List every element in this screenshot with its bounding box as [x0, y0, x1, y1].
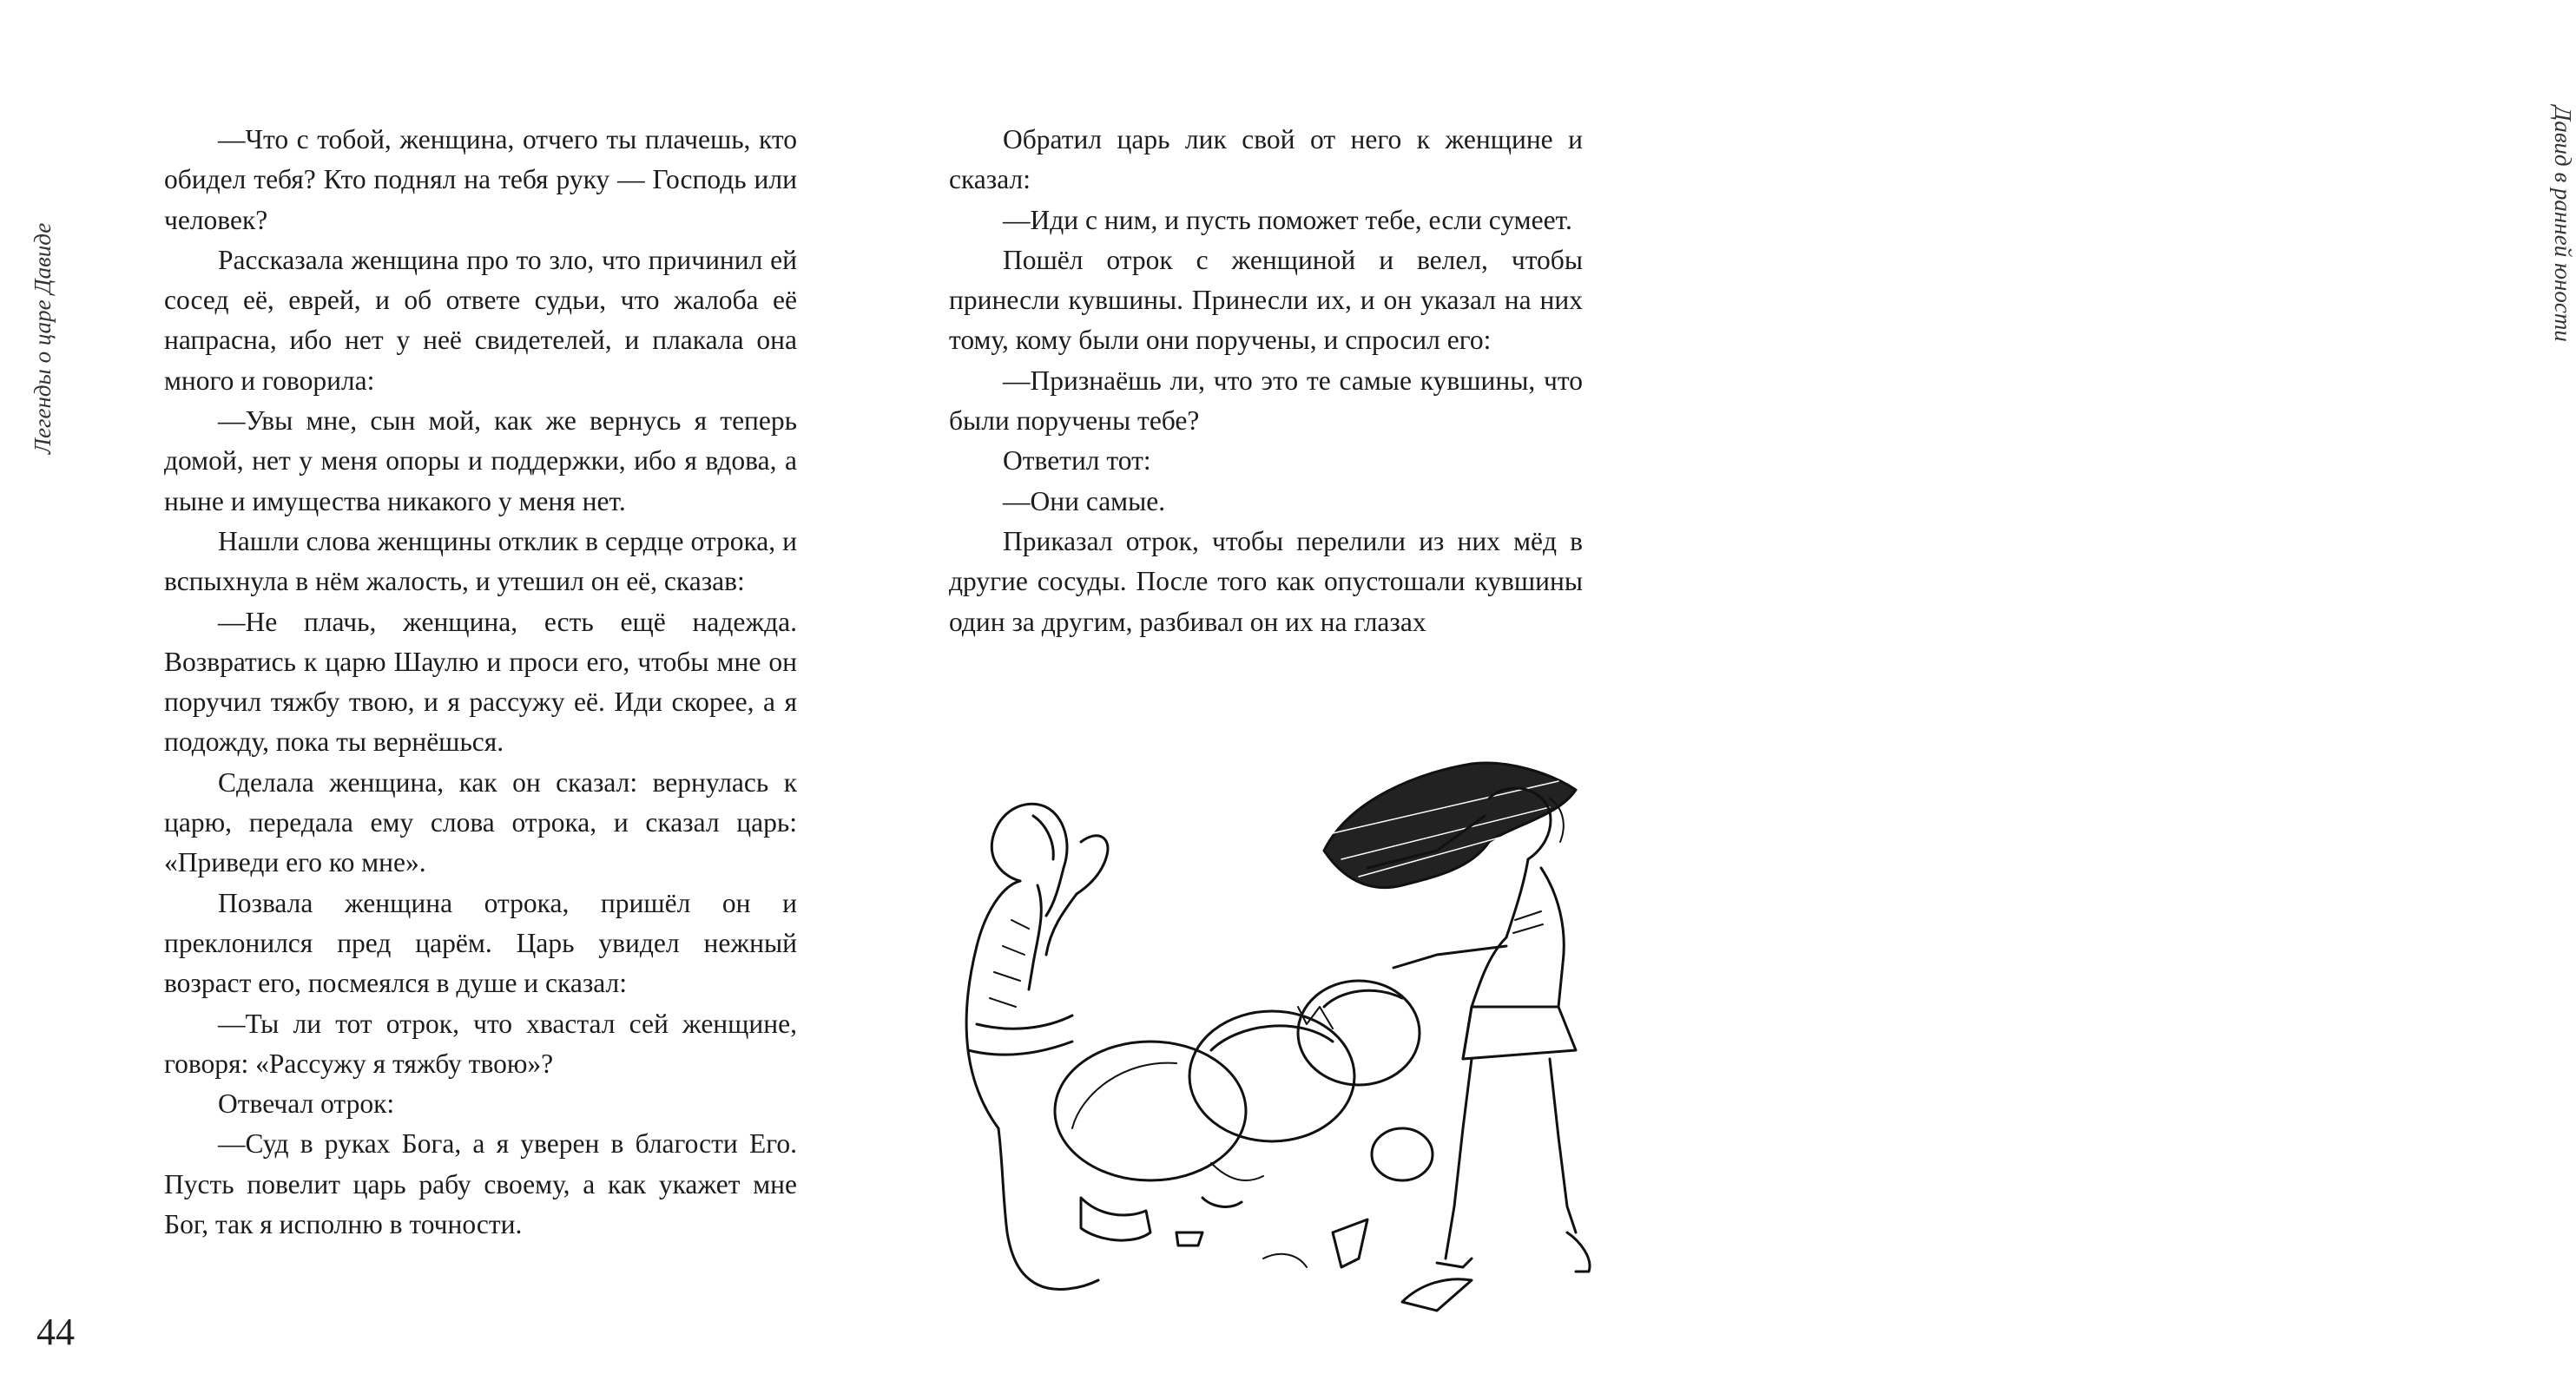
paragraph: —Что с тобой, женщина, отчего ты плачешь, кто обидел тебя? Кто поднял на тебя руку — Господь или человек? — [164, 124, 797, 235]
left-text-block — [164, 120, 797, 1245]
paragraph: Пошёл отрок с женщиной и велел, чтобы принесли кувшины. Принесли их, и он указал на них тому, кому были они поручены, и спросил его: — [949, 244, 1583, 356]
paragraph: Нашли слова женщины отклик в сердце отрока, и вспыхнула в нём жалость, и утешил он её, сказав: — [164, 525, 797, 597]
page-number: 44 — [36, 1311, 75, 1353]
paragraph: Отвечал отрок: — [218, 1088, 395, 1120]
ink-illustration — [951, 746, 1663, 1337]
paragraph: Сделала женщина, как он сказал: вернулась к царю, передала ему слова отрока, и сказал царь: «Приведи его ко мне». — [164, 766, 797, 878]
paragraph: —Ты ли тот отрок, что хвастал сей женщине, говоря: «Рассужу я тяжбу твою»? — [164, 1008, 797, 1079]
left-page — [0, 0, 868, 1400]
paragraph: Ответил тот: — [1003, 445, 1151, 477]
right-text-block — [949, 120, 1583, 642]
running-head-left-text: Легенды о царе Давиде — [30, 222, 56, 455]
paragraph: Обратил царь лик свой от него к женщине и сказал: — [949, 124, 1583, 195]
paragraph: Приказал отрок, чтобы перелили из них мёд в другие сосуды. После того как опустошали кувшины один за другим, разбивал он их на глазах — [949, 525, 1583, 637]
broken-jars — [1055, 981, 1472, 1311]
paragraph: —Иди с ним, и пусть поможет тебе, если сумеет. — [1003, 204, 1572, 235]
running-head-right-text: Давид в ранней юности — [2550, 106, 2576, 342]
paragraph: Рассказала женщина про то зло, что причинил ей сосед её, еврей, и об ответе судьи, что жалоба её напрасна, ибо нет у неё свидетелей, и плакала она много и говорила: — [164, 244, 797, 396]
old-man-figure — [966, 804, 1108, 1289]
paragraph: —Увы мне, сын мой, как же вернусь я теперь домой, нет у меня опоры и поддержки, ибо я вдова, а ныне и имущества никакого у меня нет. — [164, 405, 797, 516]
paragraph: —Признаёшь ли, что это те самые кувшины, что были поручены тебе? — [949, 365, 1583, 437]
paragraph: —Они самые. — [1003, 485, 1166, 516]
young-man-figure — [1367, 788, 1590, 1272]
ink-cloud — [1324, 763, 1576, 888]
illustration-svg — [951, 746, 1663, 1337]
paragraph: —Суд в руках Бога, а я уверен в благости Его. Пусть повелит царь рабу своему, а как укажет мне Бог, так я исполню в точности. — [164, 1128, 797, 1240]
paragraph: —Не плачь, женщина, есть ещё надежда. Возвратись к царю Шаулю и проси его, чтобы мне он поручил тяжбу твою, и я рассужу её. Иди скорее, а я подожду, пока ты вернёшься. — [164, 606, 797, 758]
paragraph: Позвала женщина отрока, пришёл он и преклонился пред царём. Царь увидел нежный возраст его, посмеялся в душе и сказал: — [164, 887, 797, 999]
